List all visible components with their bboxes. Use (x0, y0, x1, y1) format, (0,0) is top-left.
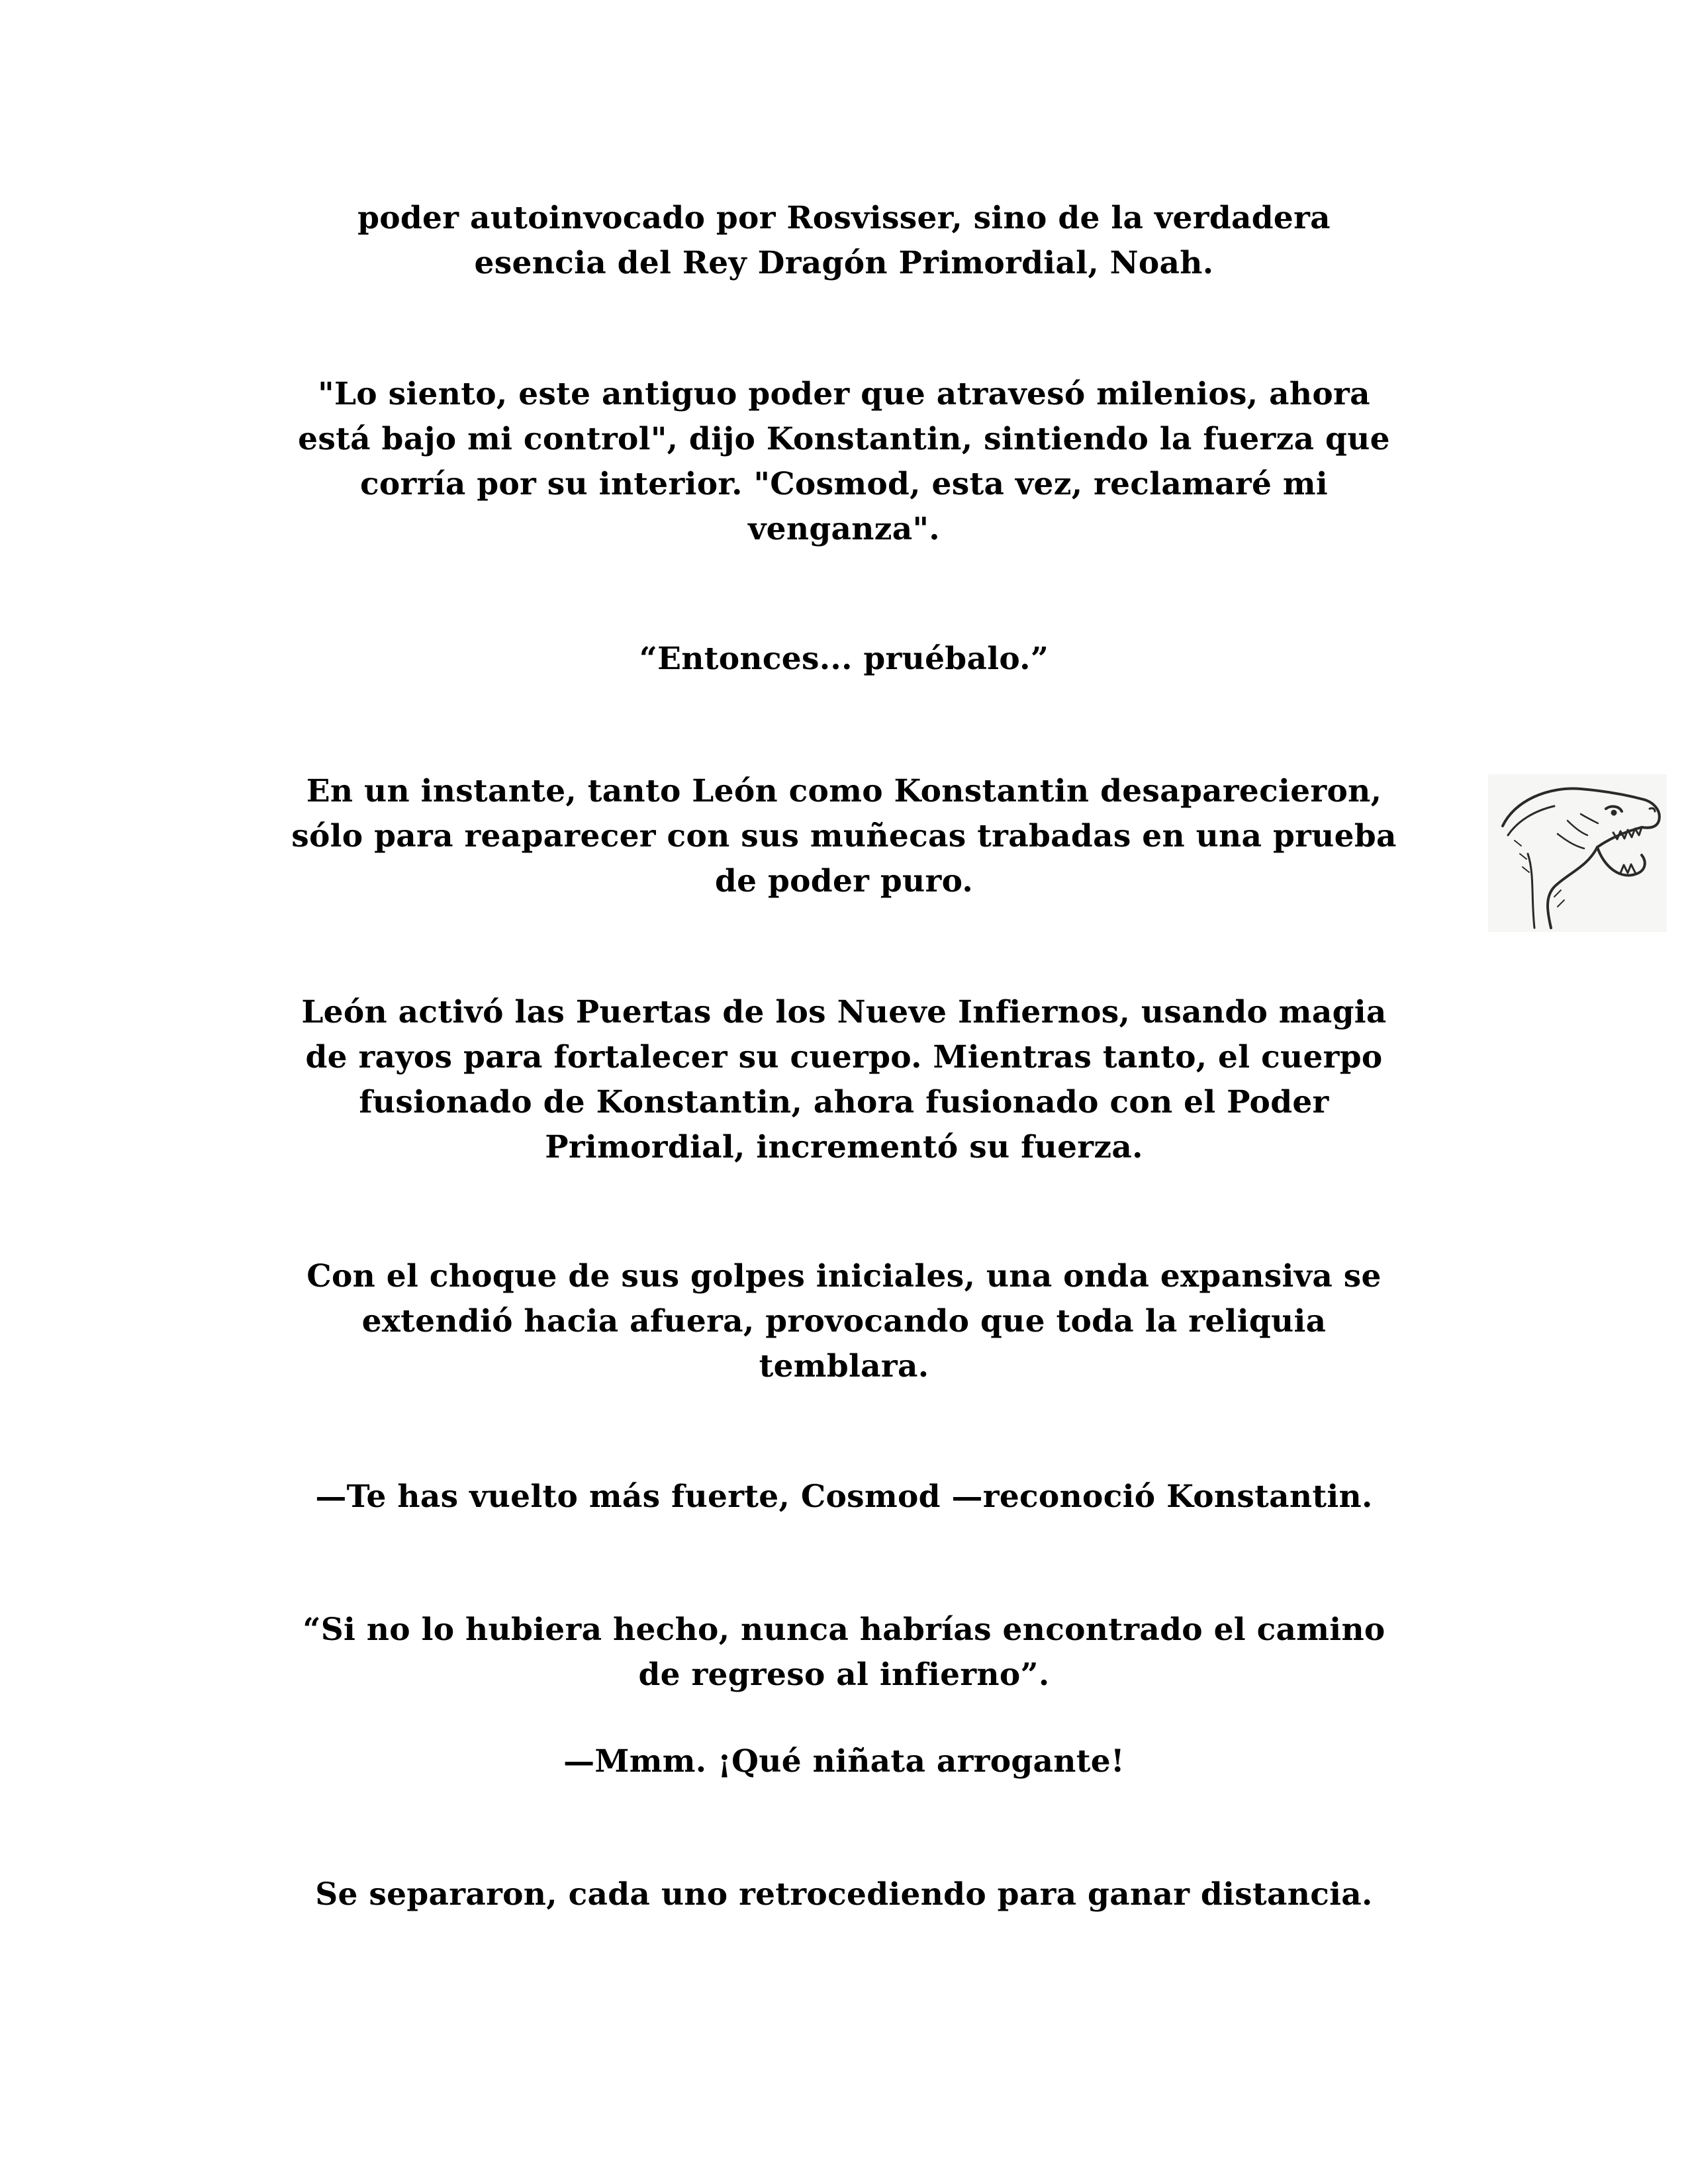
text-line: extendió hacia afuera, provocando que toda la reliquia (361, 1303, 1327, 1340)
text-line: —Te has vuelto más fuerte, Cosmod —reconoció Konstantin. (315, 1479, 1373, 1515)
text-line: esencia del Rey Dragón Primordial, Noah. (474, 245, 1214, 281)
paragraph-2 (212, 372, 1476, 552)
paragraph-8 (212, 1608, 1476, 1698)
text-line: está bajo mi control", dijo Konstantin, sintiendo la fuerza que (298, 421, 1390, 457)
text-line: venganza". (748, 511, 940, 547)
text-line: Primordial, incrementó su fuerza. (545, 1129, 1143, 1165)
text-line: sólo para reaparecer con sus muñecas trabadas en una prueba (291, 818, 1397, 854)
paragraph-5 (212, 990, 1476, 1170)
text-line: “Si no lo hubiera hecho, nunca habrías encontrado el camino (303, 1612, 1385, 1648)
text-line: de regreso al infierno”. (638, 1657, 1050, 1693)
paragraph-3 (212, 637, 1476, 682)
text-line: "Lo siento, este antiguo poder que atravesó milenios, ahora (318, 376, 1370, 412)
text-line: corría por su interior. "Cosmod, esta vez, reclamaré mi (359, 466, 1329, 502)
text-line: Se separaron, cada uno retrocediendo para ganar distancia. (315, 1876, 1373, 1913)
text-line: En un instante, tanto León como Konstantin desaparecieron, (306, 773, 1382, 809)
paragraph-6 (212, 1254, 1476, 1389)
text-line: León activó las Puertas de los Nueve Infiernos, usando magia (301, 994, 1387, 1030)
text-line: temblara. (759, 1348, 929, 1385)
paragraph-10 (212, 1872, 1476, 1917)
paragraph-4 (212, 769, 1476, 904)
paragraph-1 (212, 196, 1476, 286)
text-line: de rayos para fortalecer su cuerpo. Mientras tanto, el cuerpo (305, 1039, 1383, 1075)
text-line: —Mmm. ¡Qué niñata arrogante! (563, 1743, 1125, 1780)
text-line: fusionado de Konstantin, ahora fusionado con el Poder (359, 1084, 1329, 1120)
text-line: de poder puro. (714, 863, 974, 899)
paragraph-7 (212, 1475, 1476, 1520)
paragraph-9 (212, 1739, 1476, 1784)
text-line: “Entonces... pruébalo.” (639, 641, 1049, 677)
text-line: poder autoinvocado por Rosvisser, sino de la verdadera (357, 200, 1331, 236)
text-line: Con el choque de sus golpes iniciales, una onda expansiva se (306, 1258, 1382, 1295)
dinosaur-head-sketch-icon (1488, 774, 1667, 932)
